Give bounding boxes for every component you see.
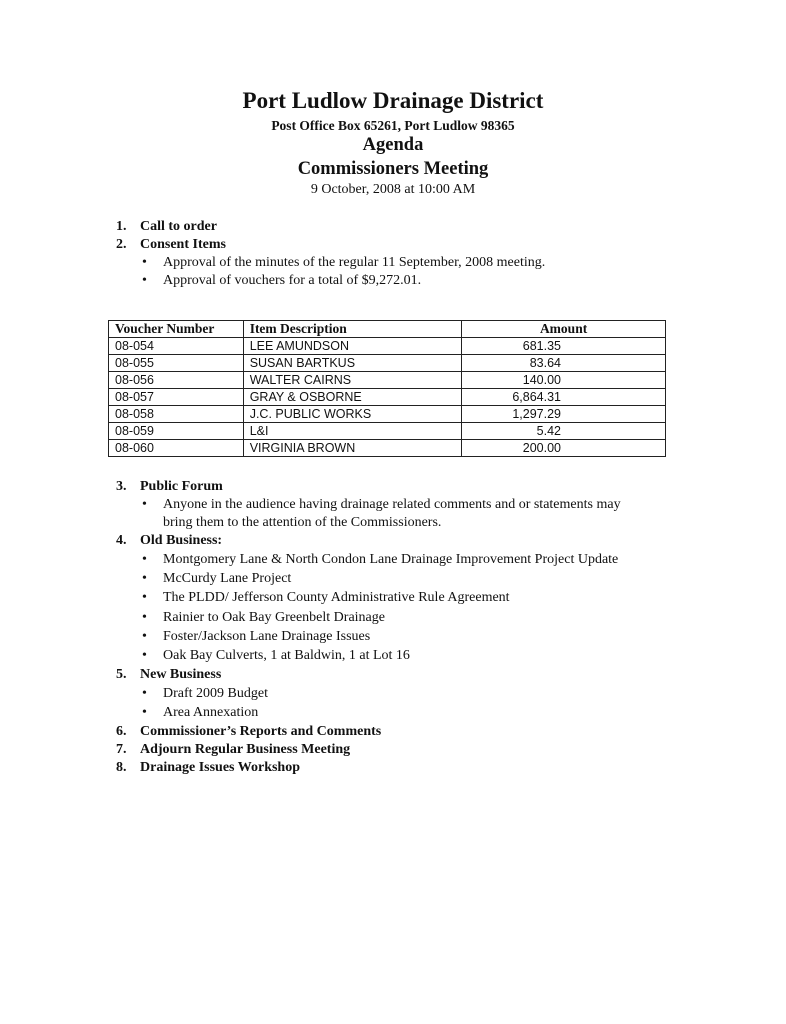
bullet-text: Rainier to Oak Bay Greenbelt Drainage [163, 610, 385, 625]
amount: 5.42 [462, 423, 666, 440]
table-row [109, 389, 666, 406]
bullet-text: Montgomery Lane & North Condon Lane Drainage Improvement Project Update [163, 552, 619, 567]
amount: 6,864.31 [462, 389, 666, 406]
meeting-date-time: 9 October, 2008 at 10:00 AM [310, 182, 476, 197]
bullet-icon: • [142, 571, 147, 586]
bullet-icon: • [142, 273, 147, 288]
bullet-icon: • [142, 705, 147, 720]
bullet-icon: • [142, 686, 147, 701]
bullet-text: The PLDD/ Jefferson County Administrative Rule Agreement [163, 590, 510, 605]
voucher-number: 08-056 [109, 372, 244, 389]
table-row [109, 423, 666, 440]
bullet-text: Draft 2009 Budget [163, 686, 268, 701]
table-row [109, 355, 666, 372]
item-description: LEE AMUNDSON [243, 338, 461, 355]
agenda-item-call-to-order: Call to order [140, 219, 217, 234]
bullet-icon: • [142, 648, 147, 663]
table-row [109, 338, 666, 355]
bullet-icon: • [142, 610, 147, 625]
voucher-number: 08-055 [109, 355, 244, 372]
item-description: L&I [243, 423, 461, 440]
item-description: GRAY & OSBORNE [243, 389, 461, 406]
voucher-number: 08-057 [109, 389, 244, 406]
item-number: 1. [116, 219, 127, 234]
table-row [109, 372, 666, 389]
item-description: WALTER CAIRNS [243, 372, 461, 389]
item-description: SUSAN BARTKUS [243, 355, 461, 372]
bullet-text: Approval of vouchers for a total of $9,272.01. [163, 273, 422, 288]
voucher-number: 08-058 [109, 406, 244, 423]
column-header-voucher-number: Voucher Number [109, 321, 244, 338]
voucher-number: 08-060 [109, 440, 244, 457]
amount: 1,297.29 [462, 406, 666, 423]
table-row [109, 406, 666, 423]
district-title: Port Ludlow Drainage District [242, 88, 544, 113]
bullet-text: Approval of the minutes of the regular 11 September, 2008 meeting. [163, 255, 546, 270]
agenda-item-consent-items: Consent Items [140, 237, 226, 252]
meeting-title: Commissioners Meeting [297, 159, 489, 179]
bullet-text: McCurdy Lane Project [163, 571, 292, 586]
bullet-text: Anyone in the audience having drainage related comments and or statements may [163, 497, 621, 512]
item-number: 4. [116, 533, 127, 548]
item-number: 3. [116, 479, 127, 494]
agenda-item-new-business: New Business [140, 667, 222, 682]
bullet-text-continued: bring them to the attention of the Commissioners. [163, 515, 442, 530]
voucher-table [108, 320, 666, 457]
district-address: Post Office Box 65261, Port Ludlow 98365 [271, 118, 515, 133]
item-description: J.C. PUBLIC WORKS [243, 406, 461, 423]
agenda-item-drainage-workshop: Drainage Issues Workshop [140, 760, 301, 775]
column-header-item-description: Item Description [243, 321, 461, 338]
bullet-text: Foster/Jackson Lane Drainage Issues [163, 629, 371, 644]
voucher-number: 08-054 [109, 338, 244, 355]
agenda-item-public-forum: Public Forum [140, 479, 223, 494]
agenda-item-commissioner-reports: Commissioner’s Reports and Comments [140, 724, 382, 739]
bullet-icon: • [142, 629, 147, 644]
document-type: Agenda [362, 135, 424, 155]
bullet-icon: • [142, 552, 147, 567]
item-number: 2. [116, 237, 127, 252]
bullet-text: Area Annexation [163, 705, 259, 720]
bullet-icon: • [142, 255, 147, 270]
agenda-item-old-business: Old Business: [140, 533, 223, 548]
item-number: 5. [116, 667, 127, 682]
voucher-number: 08-059 [109, 423, 244, 440]
item-number: 6. [116, 724, 127, 739]
table-header-row [109, 321, 666, 338]
amount: 681.35 [462, 338, 666, 355]
amount: 83.64 [462, 355, 666, 372]
amount: 200.00 [462, 440, 666, 457]
item-number: 7. [116, 742, 127, 757]
column-header-amount: Amount [462, 321, 666, 338]
bullet-text: Oak Bay Culverts, 1 at Baldwin, 1 at Lot 16 [163, 648, 410, 663]
bullet-icon: • [142, 590, 147, 605]
bullet-icon: • [142, 497, 147, 512]
item-description: VIRGINIA BROWN [243, 440, 461, 457]
item-number: 8. [116, 760, 127, 775]
agenda-item-adjourn: Adjourn Regular Business Meeting [140, 742, 351, 757]
amount: 140.00 [462, 372, 666, 389]
table-row [109, 440, 666, 457]
